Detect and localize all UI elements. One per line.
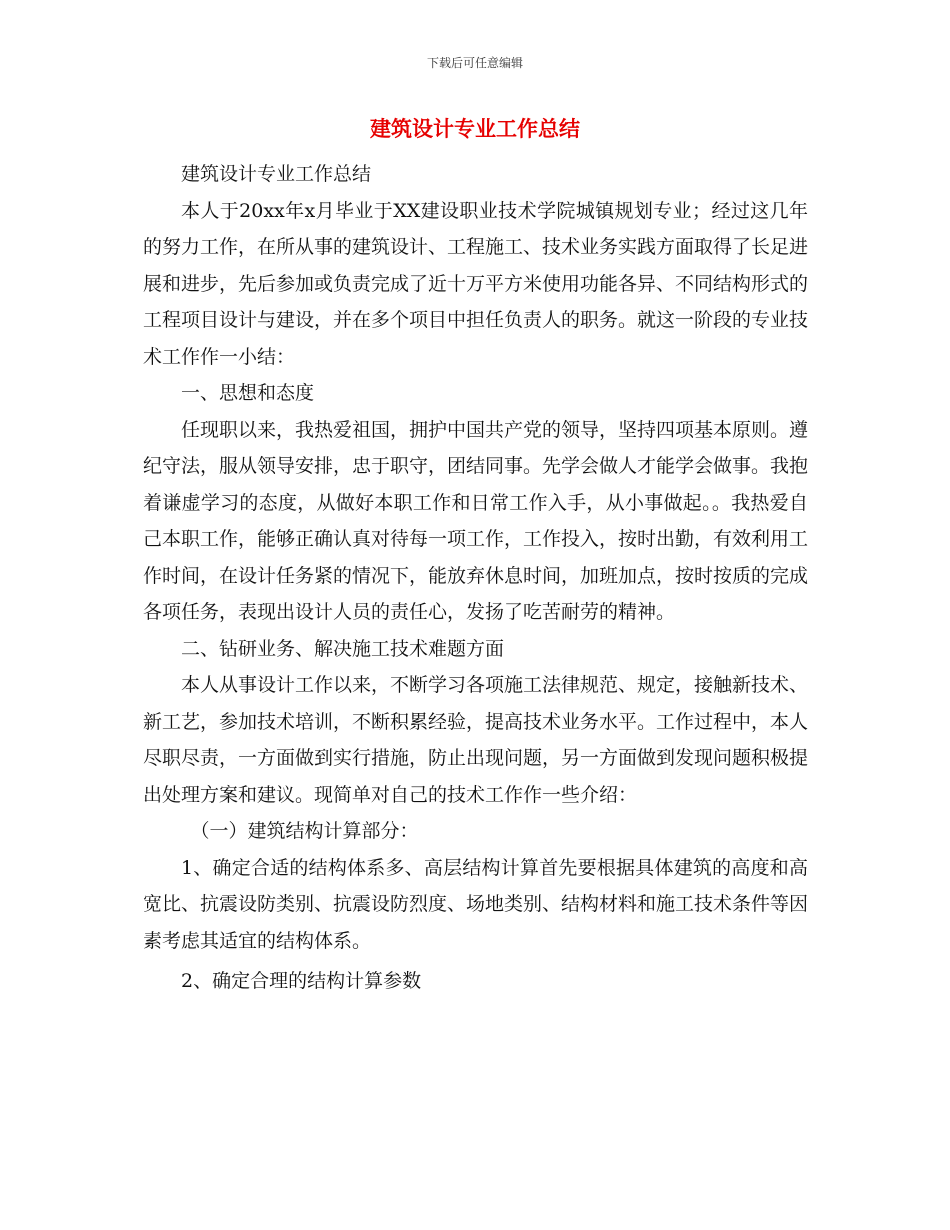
heading-section-2: 二、钻研业务、解决施工技术难题方面: [181, 637, 505, 660]
paragraph-subtitle: 建筑设计专业工作总结: [181, 163, 372, 185]
header-note: 下载后可任意编辑: [426, 56, 523, 70]
list-item-2: 2、确定合理的结构计算参数: [181, 970, 422, 992]
document-title: 建筑设计专业工作总结: [370, 117, 580, 141]
document-body: [143, 156, 808, 1000]
heading-section-1: 一、思想和态度: [181, 382, 315, 404]
heading-subsection-1: （一）建筑结构计算部分：: [190, 820, 419, 842]
paragraph-technical: 本人从事设计工作以来，不断学习各项施工法律规范、规定，接触新技术、新工艺，参加技术培训，不断积累经验，提高技术业务水平。工作过程中，本人尽职尽责，一方面做到实行措施，防止出现问题，另一方面做到发现问题积极提出处理方案和建议。现简单对自己的技术工作作一些介绍：: [143, 674, 809, 806]
paragraph-attitude: 任现职以来，我热爱祖国，拥护中国共产党的领导，坚持四项基本原则。遵纪守法，服从领导安排，忠于职守，团结同事。先学会做人才能学会做事。我抱着谦虚学习的态度，从做好本职工作和日常工作入手，从小事做起。。我热爱自己本职工作，能够正确认真对待每一项工作，工作投入，按时出勤，有效利用工作时间，在设计任务紧的情况下，能放弃休息时间，加班加点，按时按质的完成各项任务，表现出设计人员的责任心，发扬了吃苦耐劳的精神。: [143, 418, 809, 623]
paragraph-intro: 本人于20xx年x月毕业于XX建设职业技术学院城镇规划专业；经过这几年的努力工作，在所从事的建筑设计、工程施工、技术业务实践方面取得了长足进展和进步，先后参加或负责完成了近十万平方米使用功能各异、不同结构形式的工程项目设计与建设，并在多个项目中担任负责人的职务。就这一阶段的专业技术工作作一小结：: [143, 199, 809, 368]
list-item-1: 1、确定合适的结构体系多、高层结构计算首先要根据具体建筑的高度和高宽比、抗震设防类别、抗震设防烈度、场地类别、结构材料和施工技术条件等因素考虑其适宜的结构体系。: [143, 856, 809, 952]
